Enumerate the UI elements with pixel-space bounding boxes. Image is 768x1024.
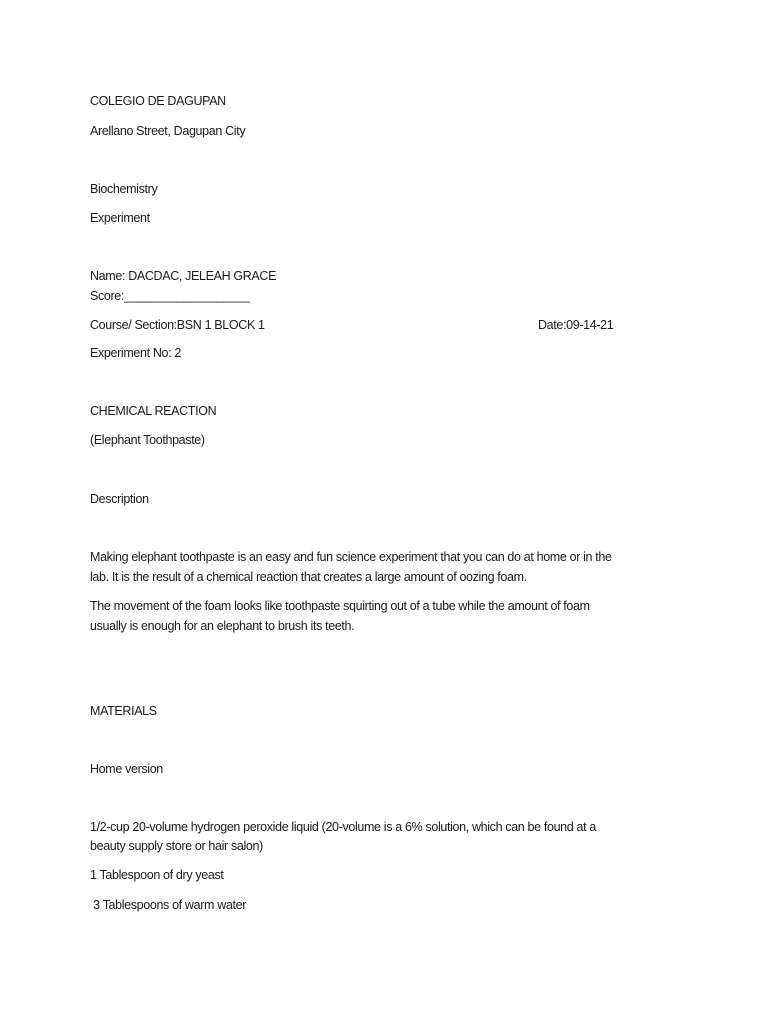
- material-item-1-line-2: beauty supply store or hair salon): [90, 839, 263, 853]
- description-paragraph-1-line-2: lab. It is the result of a chemical reaction that creates a large amount of oozing foam.: [90, 570, 527, 584]
- course-section: Course/ Section:BSN 1 BLOCK 1: [90, 318, 265, 332]
- material-item-1-line-1: 1/2-cup 20-volume hydrogen peroxide liquid (20-volume is a 6% solution, which can be found at a: [90, 820, 596, 834]
- description-paragraph-2-line-1: The movement of the foam looks like toothpaste squirting out of a tube while the amount of foam: [90, 599, 590, 613]
- experiment-title: CHEMICAL REACTION: [90, 404, 217, 418]
- material-item-2: 1 Tablespoon of dry yeast: [90, 868, 224, 882]
- description-paragraph-1-line-1: Making elephant toothpaste is an easy and fun science experiment that you can do at home or in the: [90, 550, 612, 564]
- student-name: Name: DACDAC, JELEAH GRACE: [90, 269, 277, 283]
- description-paragraph-2-line-2: usually is enough for an elephant to brush its teeth.: [90, 619, 355, 633]
- document-type: Experiment: [90, 211, 150, 225]
- home-version-label: Home version: [90, 762, 163, 776]
- school-address: Arellano Street, Dagupan City: [90, 124, 246, 138]
- school-name: COLEGIO DE DAGUPAN: [90, 94, 226, 108]
- materials-heading: MATERIALS: [90, 704, 157, 718]
- score-field: Score:___________________: [90, 289, 250, 303]
- experiment-number: Experiment No: 2: [90, 346, 181, 360]
- description-heading: Description: [90, 492, 149, 506]
- subject: Biochemistry: [90, 182, 158, 196]
- date: Date:09-14-21: [538, 318, 614, 332]
- experiment-subtitle: (Elephant Toothpaste): [90, 433, 205, 447]
- material-item-3: 3 Tablespoons of warm water: [90, 898, 247, 912]
